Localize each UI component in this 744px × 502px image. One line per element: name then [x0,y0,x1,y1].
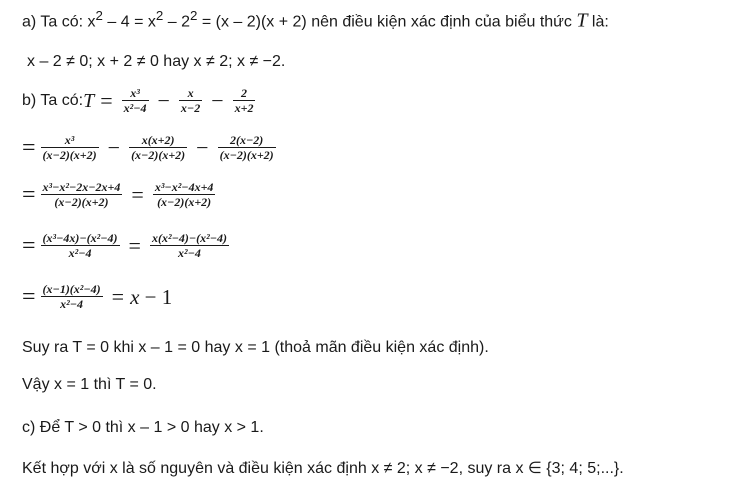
fraction [41,180,123,209]
denominator: (x−2)(x+2) [54,195,109,209]
numerator: x(x²−4)−(x²−4) [151,231,227,245]
text: là: [587,13,609,31]
step-2 [22,180,218,209]
step-1 [22,133,279,162]
step-4 [22,282,172,311]
fraction [41,282,103,311]
denominator: (x−2)(x+2) [157,195,212,209]
text: a) Ta có: x [22,13,96,31]
denominator: x²−4 [123,101,147,115]
numerator: 2 [233,86,256,101]
equals-sign: = [22,134,36,161]
denominator: x²−4 [68,246,92,260]
numerator: (x−1)(x²−4) [42,282,101,296]
numerator: (x³−4x)−(x²−4) [42,231,118,245]
conclusion-2: Vậy x = 1 thì T = 0. [22,376,157,393]
fraction [122,86,149,115]
denominator: x²−4 [178,246,201,260]
text: – 2 [163,13,190,31]
minus-sign: − [157,87,170,113]
fraction [233,86,256,115]
text: b) Ta có: [22,91,84,109]
numerator: x³ [41,133,99,148]
fraction [41,231,120,260]
equals-sign: = [100,87,113,113]
equals-sign: = [131,181,144,207]
fraction [129,133,187,162]
denominator: x−2 [180,101,201,115]
fraction [153,180,216,209]
exponent: 2 [189,8,198,23]
variable-T: T [83,89,95,112]
numerator: x³−x²−2x−2x+4 [42,180,121,194]
equals-sign: = [111,283,125,309]
denominator: (x−2)(x+2) [219,148,274,162]
exponent: 2 [155,8,164,23]
fraction [41,133,99,162]
text: – 4 = x [102,13,156,31]
equals-sign: = [22,232,36,259]
variable-T: T [576,9,588,32]
part-a-line1 [22,6,609,32]
fraction [179,86,202,115]
numerator: x³ [122,86,149,101]
fraction [150,231,229,260]
numerator: 2(x−2) [218,133,276,148]
step-3 [22,231,232,260]
fraction [218,133,276,162]
result-expression [130,284,173,309]
minus-sign: − [107,134,121,160]
numerator: x [179,86,202,101]
conclusion-1: Suy ra T = 0 khi x – 1 = 0 hay x = 1 (thoả mãn điều kiện xác định). [22,339,489,356]
equals-sign: = [22,283,36,310]
exponent: 2 [95,8,103,23]
denominator: (x−2)(x+2) [131,148,186,162]
numerator: x(x+2) [129,133,187,148]
denominator: (x−2)(x+2) [42,148,97,162]
equals-sign: = [128,232,141,258]
part-c-line2: Kết hợp với x là số nguyên và điều kiện xác định x ≠ 2; x ≠ −2, suy ra x ∈ {3; 4; 5;...}. [22,460,624,477]
part-a-line2: x – 2 ≠ 0; x + 2 ≠ 0 hay x ≠ 2; x ≠ −2. [27,53,286,70]
text: − 1 [139,284,173,309]
minus-sign: − [211,87,224,113]
denominator: x+2 [234,101,254,115]
equals-sign: = [22,181,36,208]
text: = (x – 2)(x + 2) nên điều kiện xác định của biểu thức [197,13,577,31]
variable-x: x [130,284,140,309]
denominator: x²−4 [60,297,84,311]
part-c-line1: c) Để T > 0 thì x – 1 > 0 hay x > 1. [22,419,264,436]
numerator: x³−x²−4x+4 [154,180,214,194]
minus-sign: − [196,134,209,160]
part-b-intro [22,86,258,115]
